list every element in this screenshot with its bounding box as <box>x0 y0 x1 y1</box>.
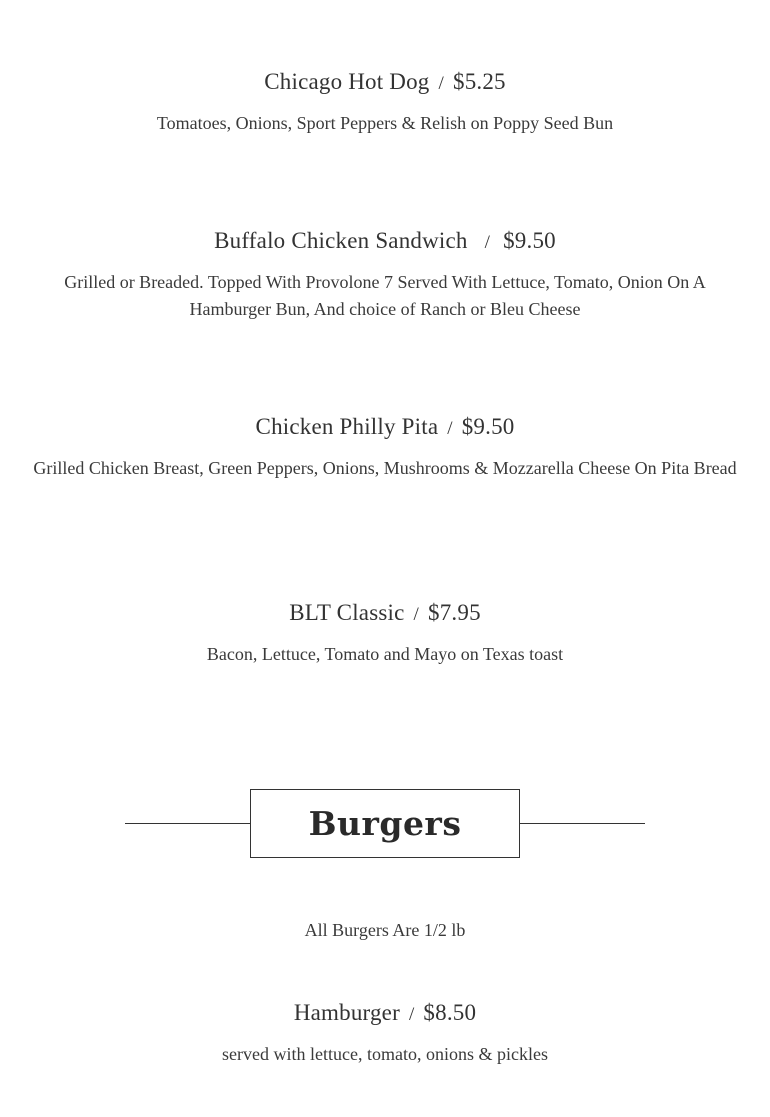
menu-item-chicken-philly-pita <box>0 412 770 482</box>
section-title: Burgers <box>308 804 462 843</box>
item-name: Chicken Philly Pita <box>255 414 439 439</box>
menu-item-buffalo-chicken-sandwich <box>0 226 770 323</box>
item-description: Bacon, Lettuce, Tomato and Mayo on Texas toast <box>206 644 564 664</box>
price-separator: / <box>484 232 491 253</box>
item-name: Buffalo Chicken Sandwich <box>214 228 468 253</box>
item-title <box>0 598 770 630</box>
divider-line-right <box>520 823 645 824</box>
item-price: $9.50 <box>461 414 515 439</box>
item-name: BLT Classic <box>289 600 405 625</box>
item-description: Tomatoes, Onions, Sport Peppers & Relish on Poppy Seed Bun <box>156 113 614 133</box>
item-description: Grilled Chicken Breast, Green Peppers, Onions, Mushrooms & Mozzarella Cheese On Pita Bread <box>33 458 737 478</box>
menu-item-hamburger <box>0 998 770 1068</box>
divider-line-left <box>125 823 250 824</box>
item-title <box>0 67 770 99</box>
section-heading-burgers <box>125 789 645 858</box>
item-price: $7.95 <box>428 600 481 625</box>
menu-item-blt-classic <box>0 598 770 668</box>
item-title <box>0 998 770 1030</box>
item-name: Hamburger <box>293 1000 400 1025</box>
section-title-box <box>250 789 520 858</box>
price-separator: / <box>447 418 453 439</box>
price-separator: / <box>413 604 420 625</box>
item-title <box>0 412 770 444</box>
section-note: All Burgers Are 1/2 lb <box>304 920 466 940</box>
item-name: Chicago Hot Dog <box>264 69 430 94</box>
item-title <box>0 226 770 258</box>
price-separator: / <box>408 1004 415 1025</box>
item-price: $5.25 <box>453 69 506 94</box>
item-description: served with lettuce, tomato, onions & pickles <box>222 1044 548 1064</box>
item-description: Grilled or Breaded. Topped With Provolone 7 Served With Lettuce, Tomato, Onion On A Hamburger Bun, And choice of Ranch or Bleu Cheese <box>64 272 706 319</box>
price-separator: / <box>438 73 444 94</box>
item-price: $9.50 <box>503 228 556 253</box>
item-price: $8.50 <box>423 1000 477 1025</box>
menu-item-chicago-hot-dog <box>0 67 770 137</box>
